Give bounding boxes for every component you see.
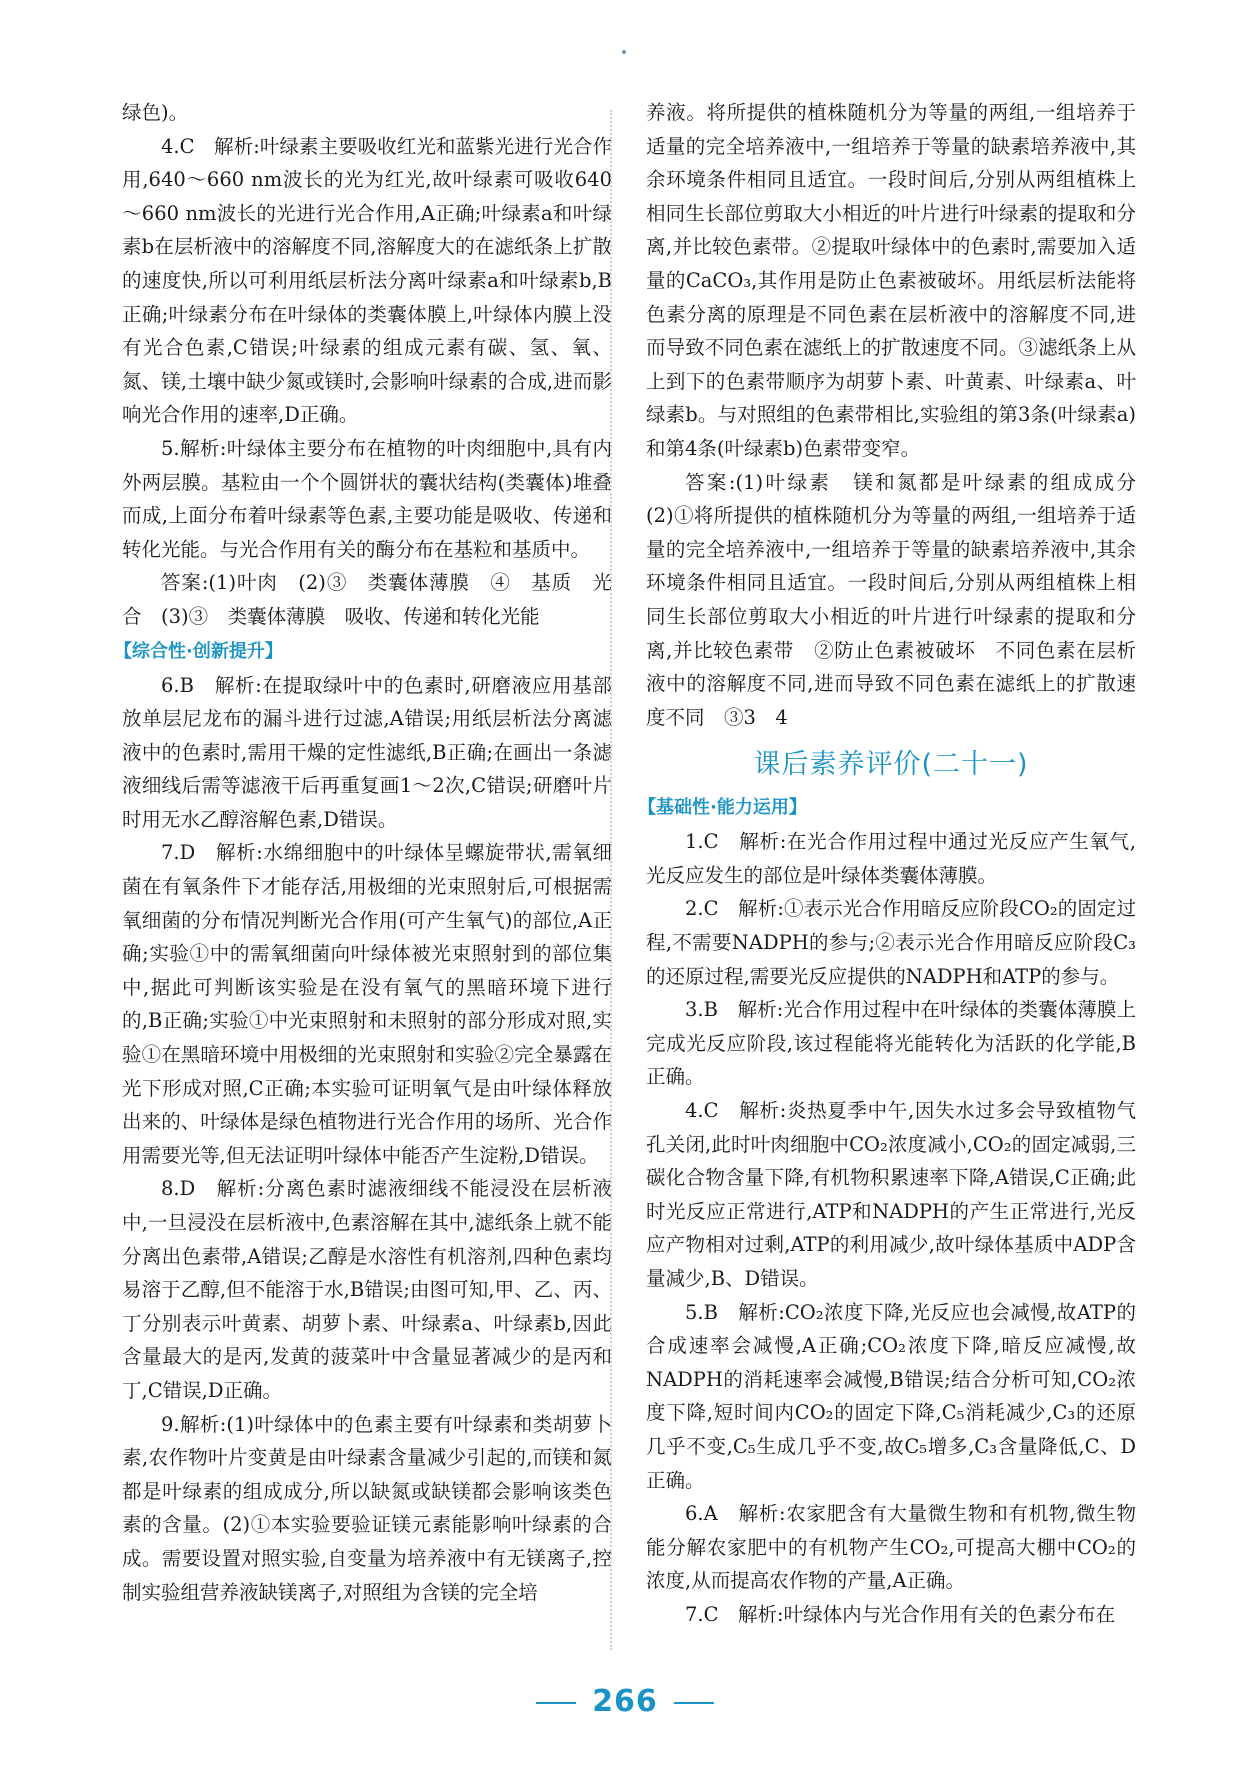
paragraph: 养液。将所提供的植株随机分为等量的两组,一组培养于适量的完全培养液中,一组培养于等量的缺素培养液中,其余环境条件相同且适宜。一段时间后,分别从两组植株上相同生长部位剪取大小相近的叶片进行叶绿素的提取和分离,并比较色素带。②提取叶绿体中的色素时,需要加入适量的CaCO₃,其作用是防止色素被破坏。用纸层析法能将色素分离的原理是不同色素在层析液中的溶解度不同,进而导致不同色素在滤纸上的扩散速度不同。③滤纸条上从上到下的色素带顺序为胡萝卜素、叶黄素、叶绿素a、叶绿素b。与对照组的色素带相比,实验组的第3条(叶绿素a)和第4条(叶绿素b)色素带变窄。: [646, 101, 1136, 460]
page-number-text: 266: [592, 1684, 658, 1719]
answer-item-2: 2.C 解析:①表示光合作用暗反应阶段CO₂的固定过程,不需要NADPH的参与;②表示光合作用暗反应阶段C₃的还原过程,需要光反应提供的NADPH和ATP的参与。: [646, 897, 1136, 988]
answer-item-8: 8.D 解析:分离色素时滤液细线不能浸没在层析液中,一旦浸没在层析液中,色素溶解在其中,滤纸条上就不能分离出色素带,A错误;乙醇是水溶性有机溶剂,四种色素均易溶于乙醇,但不能溶于水,B错误;由图可知,甲、乙、丙、丁分别表示叶黄素、胡萝卜素、叶绿素a、叶绿素b,因此含量最大的是丙,发黄的菠菜叶中含量显著减少的是丙和丁,C错误,D正确。: [122, 1177, 612, 1402]
answer-item-9: 9.解析:(1)叶绿体中的色素主要有叶绿素和类胡萝卜素,农作物叶片变黄是由叶绿素含量减少引起的,而镁和氮都是叶绿素的组成成分,所以缺氮或缺镁都会影响该类色素的含量。(2)①本实验要验证镁元素能影响叶绿素的合成。需要设置对照实验,自变量为培养液中有无镁离子,控制实验组营养液缺镁离子,对照组为含镁的完全培: [122, 1412, 612, 1604]
answer-item-4: 4.C 解析:炎热夏季中午,因失水过多会导致植物气孔关闭,此时叶肉细胞中CO₂浓度减小,CO₂的固定减弱,三碳化合物含量下降,有机物积累速率下降,A错误,C正确;此时光反应正常进行,ATP和NADPH的产生正常进行,光反应产物相对过剩,ATP的利用减少,故叶绿体基质中ADP含量减少,B、D错误。: [646, 1099, 1136, 1290]
print-mark: [622, 50, 626, 54]
page-number: [0, 1684, 1250, 1719]
answer-item-5: 5.解析:叶绿体主要分布在植物的叶肉细胞中,具有内外两层膜。基粒由一个个圆饼状的囊状结构(类囊体)堆叠而成,上面分布着叶绿素等色素,主要功能是吸收、传递和转化光能。与光合作用有关的酶分布在基粒和基质中。: [122, 436, 612, 561]
column-divider: [610, 110, 612, 1650]
answer-item-6: 6.A 解析:农家肥含有大量微生物和有机物,微生物能分解农家肥中的有机物产生CO₂,可提高大棚中CO₂的浓度,从而提高农作物的产量,A正确。: [646, 1502, 1136, 1593]
right-column: [638, 96, 1136, 1632]
section-heading: 课后素养评价(二十一): [753, 749, 1029, 781]
answer-item-3: 3.B 解析:光合作用过程中在叶绿体的类囊体薄膜上完成光反应阶段,该过程能将光能转化为活跃的化学能,B正确。: [646, 998, 1136, 1089]
answer-item-1: 1.C 解析:在光合作用过程中通过光反应产生氧气,光反应发生的部位是叶绿体类囊体薄膜。: [646, 830, 1136, 887]
section-label: 【基础性·能力运用】: [638, 797, 807, 819]
answer-item-4: 4.C 解析:叶绿素主要吸收红光和蓝紫光进行光合作用,640～660 nm波长的光为红光,故叶绿素可吸收640～660 nm波长的光进行光合作用,A正确;叶绿素a和叶绿素b在层析液中的溶解度不同,溶解度大的在滤纸条上扩散的速度快,所以可利用纸层析法分离叶绿素a和叶绿素b,B正确;叶绿素分布在叶绿体的类囊体膜上,叶绿体内膜上没有光合色素,C错误;叶绿素的组成元素有碳、氢、氧、氮、镁,土壤中缺少氮或镁时,会影响叶绿素的合成,进而影响光合作用的速率,D正确。: [122, 134, 612, 427]
answer-item-7: 7.C 解析:叶绿体内与光合作用有关的色素分布在: [685, 1602, 1116, 1626]
answer-item-5: 5.B 解析:CO₂浓度下降,光反应也会减慢,故ATP的合成速率会减慢,A正确;CO₂浓度下降,暗反应减慢,故NADPH的消耗速率会减慢,B错误;结合分析可知,CO₂浓度下降,短时间内CO₂的固定下降,C₅消耗减少,C₃的还原几乎不变,C₅生成几乎不变,故C₅增多,C₃含量降低,C、D正确。: [646, 1300, 1136, 1492]
answer-block: 答案:(1)叶绿素 镁和氮都是叶绿素的组成成分(2)①将所提供的植株随机分为等量的两组,一组培养于适量的完全培养液中,一组培养于等量的缺素培养液中,其余环境条件相同且适宜。一段时间后,分别从两组植株上相同生长部位剪取大小相近的叶片进行叶绿素的提取和分离,并比较色素带 ②防止色素被破坏 不同色素在层析液中的溶解度不同,进而导致不同色素在滤纸上的扩散速度不同 ③3 4: [646, 470, 1136, 729]
answer-block: 答案:(1)叶肉 (2)③ 类囊体薄膜 ④ 基质 光合 (3)③ 类囊体薄膜 吸收、传递和转化光能: [122, 571, 612, 628]
left-column: [114, 96, 612, 1609]
section-label: 【综合性·创新提升】: [114, 640, 283, 662]
answer-item-7: 7.D 解析:水绵细胞中的叶绿体呈螺旋带状,需氧细菌在有氧条件下才能存活,用极细的光束照射后,可根据需氧细菌的分布情况判断光合作用(可产生氧气)的部位,A正确;实验①中的需氧细菌向叶绿体被光束照射到的部位集中,据此可判断该实验是在没有氧气的黑暗环境下进行的,B正确;实验①中光束照射和未照射的部分形成对照,实验①在黑暗环境中用极细的光束照射和实验②完全暴露在光下形成对照,C正确;本实验可证明氧气是由叶绿体释放出来的、叶绿体是绿色植物进行光合作用的场所、光合作用需要光等,但无法证明叶绿体中能否产生淀粉,D错误。: [122, 841, 612, 1167]
paragraph: 绿色)。: [122, 101, 189, 124]
answer-item-6: 6.B 解析:在提取绿叶中的色素时,研磨液应用基部放单层尼龙布的漏斗进行过滤,A错误;用纸层析法分离滤液中的色素时,需用干燥的定性滤纸,B正确;在画出一条滤液细线后需等滤液干后再重复画1～2次,C错误;研磨叶片时用无水乙醇溶解色素,D错误。: [122, 673, 612, 831]
